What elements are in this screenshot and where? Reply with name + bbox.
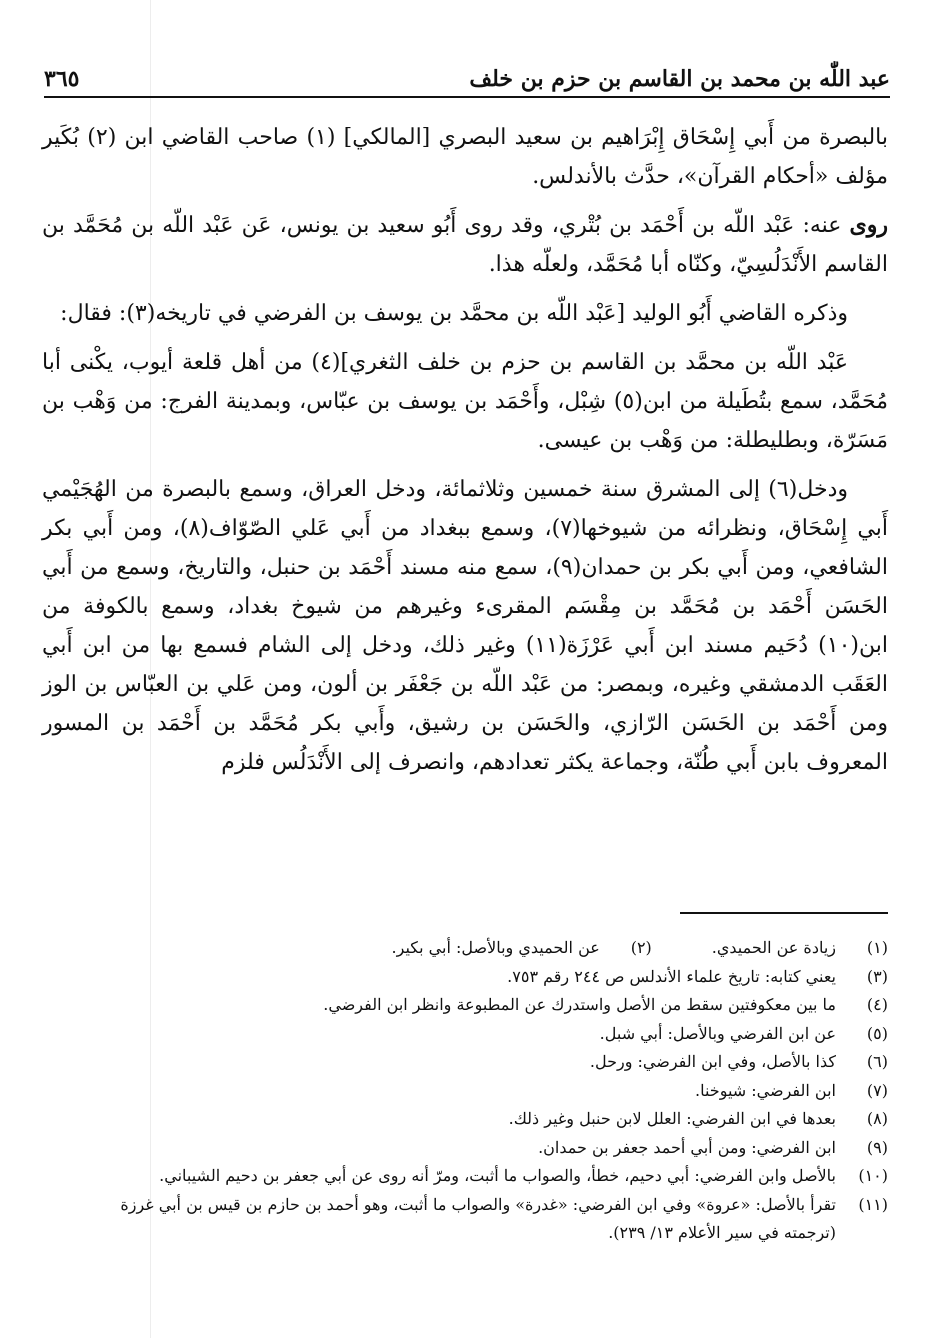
footnote-7 [44,1077,888,1106]
lead-word: روى [849,212,888,238]
footnote-number: (٥) [866,1023,888,1043]
footnote-text: كذا بالأصل، وفي ابن الفرضي: ورحل. [589,1052,836,1071]
footnote-number: (١) [866,938,888,957]
footnote-text: بعدها في ابن الفرضي: العلل لابن حنبل وغير ذلك. [508,1109,836,1128]
paragraph-3: وذكره القاضي أَبُو الوليد [عَبْد اللّه بن محمَّد بن يوسف بن الفرضي في تاريخه(٣): فقال: [60,301,848,326]
footnote-number: (٤) [866,995,888,1014]
main-text [42,118,888,792]
footnote-8 [44,1105,888,1134]
footnote-number: (٧) [866,1080,888,1100]
footnote-text: تقرأ بالأصل: «عروة» وفي ابن الفرضي: «غدرة» والصواب ما أثبت، وهو أحمد بن حازم بن قيس بن أبي غرزة [120,1194,836,1214]
footnote-text: عن الحميدي وبالأصل: أبي بكير. [391,938,600,957]
running-head: عبد اللّٰه بن محمد بن القاسم بن حزم بن خلف [469,66,890,92]
footnote-4 [44,991,888,1020]
footnote-3 [44,963,888,992]
paragraph-2 [42,206,888,284]
footnote-number: (٣) [866,966,888,986]
paragraph-2-text: عنه: عَبْد اللّه بن أَحْمَد بن بُتْري، وقد روى أَبُو سعيد بن يونس، عَن عَبْد اللّه بن مُحَمَّد بن القاسم الأَنْدَلُسِيّ، وكنّاه أبا مُحَمَّد، ولعلّه هذا. [42,213,888,277]
page-number: ٣٦٥ [44,66,80,92]
footnotes [44,934,888,1248]
footnote-number: (٦) [866,1052,888,1071]
paragraph-5: ودخل(٦) إلى المشرق سنة خمسين وثلاثمائة، ودخل العراق، وسمع بالبصرة من الهُجَيْمي أَبي إِسْحَاق، ونظرائه من شيوخها(٧)، وسمع ببغداد من أَبي عَلي الصّوّاف(٨)، ومن أَبي بكر الشافعي، ومن أَبي بكر بن حمدان(٩)، سمع منه مسند أَحْمَد بن حنبل، والتاريخ، وسمع من أَبي الحَسَن أَحْمَد بن مُحَمَّد بن مِقْسَم المقرىء وغيرهم من شيوخ بغداد، وسمع بالكوفة من ابن(١٠) دُحَيم مسند ابن أَبي عَرْزَة(١١) وغير ذلك، ودخل إلى الشام فسمع بها من ابن أَبي العَقَب الدمشقي وغيره، وبمصر: من عَبْد اللّه بن جَعْفَر بن ألون، ومن عَلي بن العبّاس بن الوز ومن أَحْمَد بن الحَسَن الرّازي، والحَسَن بن رشيق، وأَبي بكر مُحَمَّد بن أَحْمَد بن المسور المعروف بابن أَبي طُنّة، وجماعة يكثر تعدادهم، وانصرف إلى الأَنْدَلُس فلزم [42,477,889,775]
footnote-1-2 [44,934,888,963]
footnote-number: (١٠) [858,1166,888,1185]
footnote-11-continuation: (ترجمته في سير الأعلام ١٣/ ٢٣٩). [608,1223,836,1242]
footnote-text: زيادة عن الحميدي. [711,938,836,957]
paragraph-1: بالبصرة من أَبي إِسْحَاق إِبْرَاهيم بن سعيد البصري [المالكي] (١) صاحب القاضي ابن (٢) بُكَير مؤلف «أحكام القرآن»، حدَّث بالأندلس. [42,125,888,189]
paragraph-4: عَبْد اللّه بن محمَّد بن القاسم بن حزم بن خلف الثغري](٤) من أهل قلعة أيوب، يكْنى أبا مُحَمَّد، سمع بتُطَيلة من ابن(٥) شِبْل، وأَحْمَد بن يوسف بن عبّاس، وبمدينة الفرج: من وَهْب بن مَسَرّة، وبطليطلة: من وَهْب بن عيسى. [42,350,888,453]
footnote-number: (٨) [866,1109,888,1128]
footnote-text: عن ابن الفرضي وبالأصل: أبي شبل. [599,1023,836,1043]
footnote-number: (٢) [630,938,652,957]
footnote-text: ما بين معكوفتين سقط من الأصل واستدرك عن المطبوعة وانظر ابن الفرضي. [323,995,836,1014]
footnote-10 [44,1162,888,1191]
footnote-separator [680,912,888,914]
footnote-6 [44,1048,888,1077]
footnote-5 [44,1020,888,1049]
footnote-number: (٩) [866,1137,888,1157]
footnote-9 [44,1134,888,1163]
page-header [44,62,890,98]
footnote-text: يعني كتابه: تاريخ علماء الأندلس ص ٢٤٤ رقم ٧٥٣. [507,966,836,986]
footnote-text: ابن الفرضي: ومن أبي أحمد جعفر بن حمدان. [538,1137,836,1157]
footnote-number: (١١) [858,1194,888,1214]
footnote-text: بالأصل وابن الفرضي: أبي دحيم، خطأ، والصواب ما أثبت، ومرّ أنه روى عن أبي جعفر بن دحيم الشيباني. [159,1166,836,1185]
footnote-text: ابن الفرضي: شيوخنا. [695,1080,836,1100]
footnote-11 [44,1191,888,1220]
